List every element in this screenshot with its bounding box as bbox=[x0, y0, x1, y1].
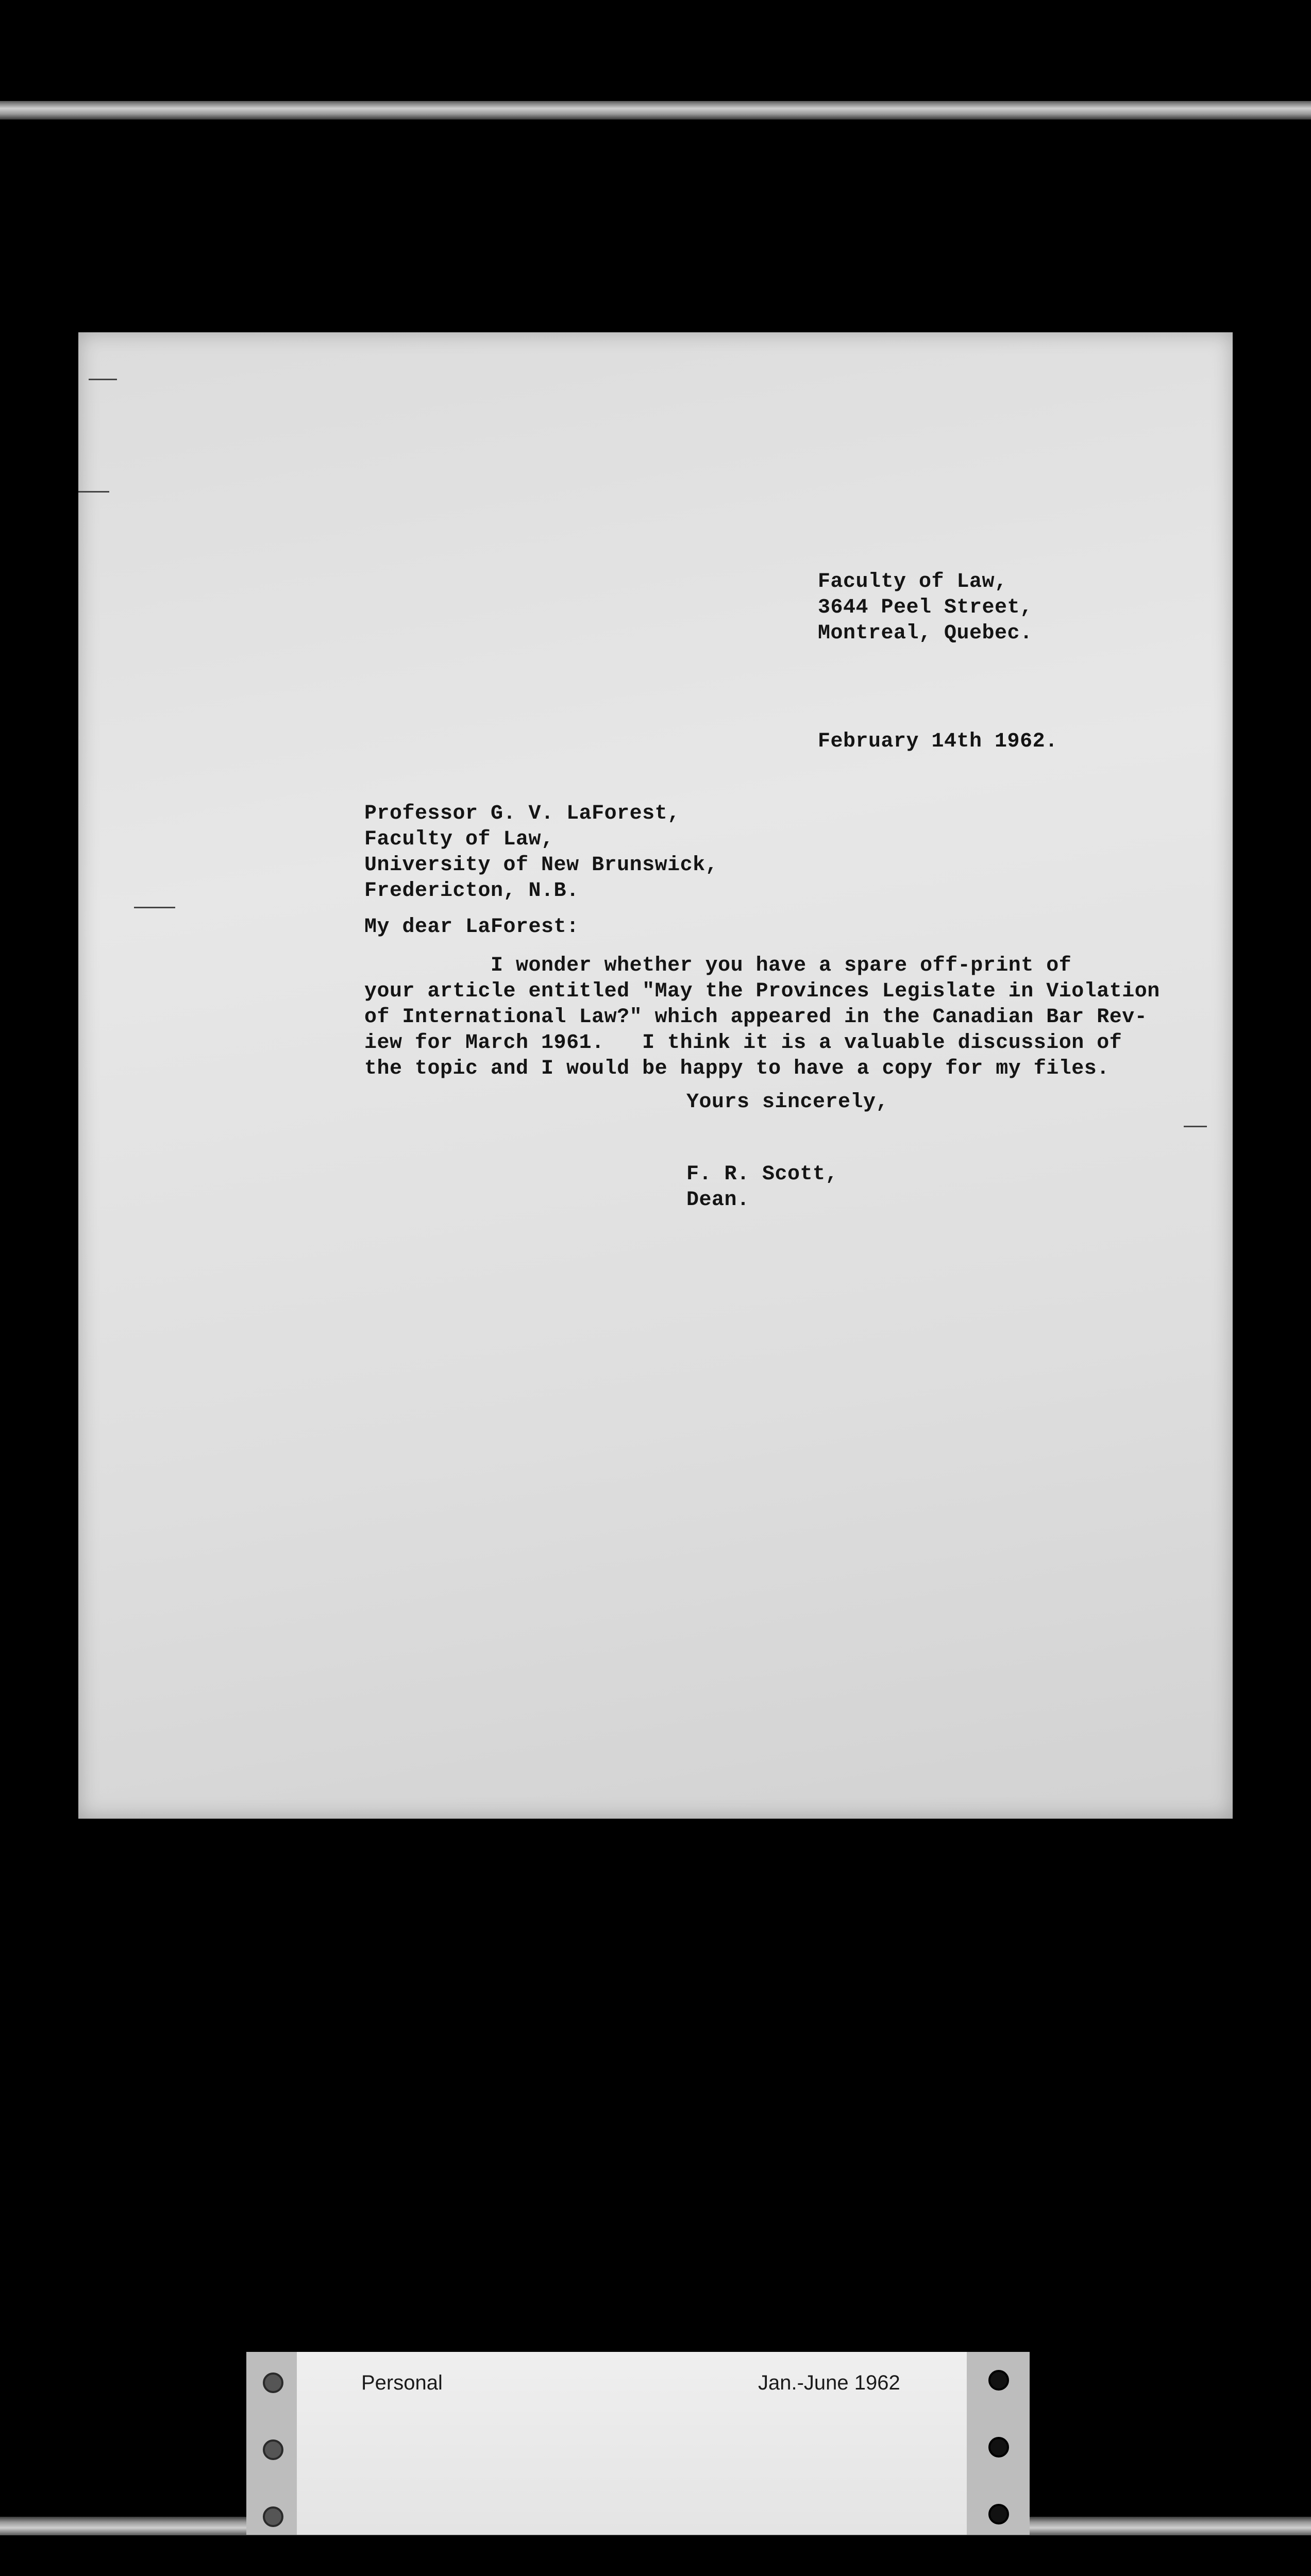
folder-category: Personal bbox=[361, 2371, 443, 2394]
body-line: I wonder whether you have a spare off-print of bbox=[364, 954, 1072, 977]
salutation: My dear LaForest: bbox=[364, 916, 579, 939]
return-address-line: Montreal, Quebec. bbox=[818, 622, 1033, 645]
recipient-line: University of New Brunswick, bbox=[364, 854, 718, 877]
folder-tab bbox=[246, 2352, 1030, 2535]
signature-block bbox=[686, 1162, 838, 1213]
return-address-line: 3644 Peel Street, bbox=[818, 596, 1033, 619]
body-line: iew for March 1961. I think it is a valuable discussion of bbox=[364, 1031, 1122, 1055]
return-address-line: Faculty of Law, bbox=[818, 570, 1007, 594]
film-edge-top bbox=[0, 101, 1311, 120]
punch-hole-icon bbox=[263, 2506, 283, 2527]
punch-hole-icon bbox=[263, 2439, 283, 2460]
folder-label bbox=[297, 2352, 967, 2535]
margin-mark bbox=[134, 907, 175, 908]
recipient-address bbox=[364, 801, 718, 904]
body-line: your article entitled "May the Provinces Legislate in Violation bbox=[364, 980, 1160, 1003]
body-line: the topic and I would be happy to have a copy for my files. bbox=[364, 1057, 1110, 1080]
punch-hole-icon bbox=[988, 2370, 1009, 2391]
body-line: of International Law?" which appeared in the Canadian Bar Rev- bbox=[364, 1006, 1148, 1029]
recipient-line: Faculty of Law, bbox=[364, 828, 554, 851]
signature-line: F. R. Scott, bbox=[686, 1163, 838, 1186]
folder-date-range: Jan.-June 1962 bbox=[758, 2371, 900, 2394]
punch-hole-icon bbox=[263, 2372, 283, 2393]
punch-hole-icon bbox=[988, 2437, 1009, 2458]
letter-body bbox=[364, 953, 1160, 1082]
return-address bbox=[818, 569, 1033, 647]
recipient-line: Fredericton, N.B. bbox=[364, 879, 579, 903]
letter-page bbox=[78, 332, 1233, 1819]
margin-mark bbox=[1184, 1126, 1207, 1127]
margin-mark bbox=[89, 379, 117, 380]
punch-hole-icon bbox=[988, 2504, 1009, 2524]
recipient-line: Professor G. V. LaForest, bbox=[364, 802, 680, 825]
margin-mark bbox=[78, 491, 109, 493]
letter-date: February 14th 1962. bbox=[818, 730, 1058, 753]
signature-line: Dean. bbox=[686, 1189, 750, 1212]
closing: Yours sincerely, bbox=[686, 1091, 889, 1114]
